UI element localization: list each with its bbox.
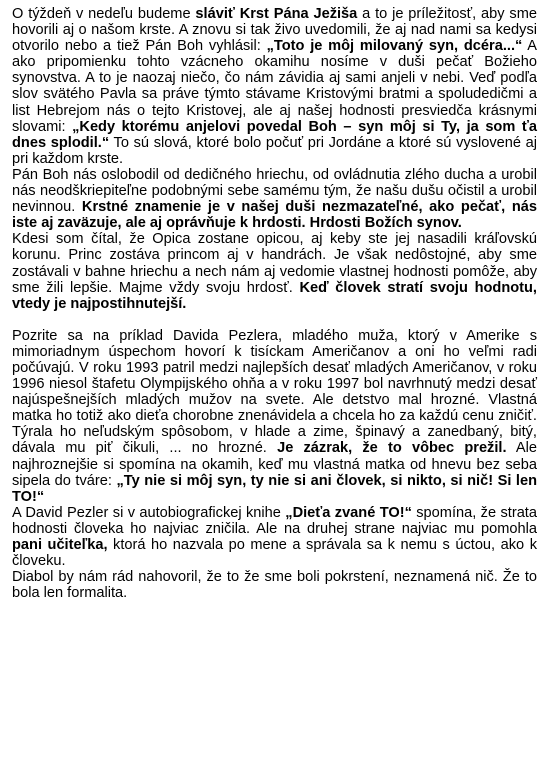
bold-text: Je zázrak, že to vôbec prežil. bbox=[277, 440, 507, 457]
bold-text: „Ty nie si môj syn, ty nie si ani človek, si nikto, si nič! Si len TO!“ bbox=[12, 472, 537, 505]
bold-text: sláviť Krst Pána Ježiša bbox=[195, 6, 358, 22]
paragraph-3 bbox=[12, 231, 537, 311]
bold-text: Keď človek stratí svoju hodnotu, vtedy je najpostihnutejší. bbox=[12, 279, 537, 312]
body-text: a to je príležitosť, aby sme hovorili aj o našom krste. A znovu si tak živo uvedomili, že aj nad nami sa kedysi otvorilo nebo a tiež Pán Boh vyhlásil: bbox=[12, 6, 537, 55]
bold-text: „Dieťa zvané TO!“ bbox=[285, 504, 412, 521]
body-text: Ale najhroznejšie si spomína na okamih, keď mu vlastná matka od hnevu bez seba sipela do tváre: bbox=[12, 440, 538, 489]
body-text: O týždeň v nedeľu budeme bbox=[12, 6, 196, 22]
paragraph-1 bbox=[12, 6, 537, 167]
body-text: spomína, že strata hodnosti človeka ho najviac zničila. Ale na druhej strane najviac mu pomohla bbox=[12, 504, 537, 537]
body-text: ktorá ho nazvala po mene a správala sa k nemu s úctou, ako k človeku. bbox=[12, 537, 537, 570]
bold-text: Krstné znamenie je v našej duši nezmazateľné, ako pečať, nás iste aj zaväzuje, ale aj oprávňuje k hrdosti. Hrdosti Božích synov. bbox=[12, 199, 537, 232]
body-text: A ako pripomienku tohto vzácneho okamihu nosíme v duši pečať Božieho synovstva. A to je naozaj niečo, čo nám závidia aj sami anjeli v nebi. Veď podľa slov svätého Pavla sa práve týmto stávame Kristovými bratmi a spoludedičmi a list Hebrejom nás o tejto Kristovej, ale aj našej hodnosti presviedča krásnymi slovami: bbox=[12, 38, 538, 135]
body-text: Pozrite sa na príklad Davida Pezlera, mladého muža, ktorý v Amerike s mimoriadnym úspechom hovorí k tisíckam Američanov a oni ho veľmi radi počúvajú. V roku 1993 patril medzi najlepších desať mladých Američanov, v roku 1996 niesol štafetu Olympijského ohňa a v roku 1997 bol navrhnutý medzi desať najúspešnejších mladých mužov na svete. Ale detstvo mal hrozné. Vlastná matka ho totiž ako dieťa chorobne znenávidela a chcela ho za každú cenu zničiť. Týrala ho neľudským spôsobom, v hlade a zime, špinavý a zanedbaný, bitý, dávala mu piť čikuli, ... no hrozné. bbox=[12, 327, 537, 457]
bold-text: pani učiteľka, bbox=[12, 537, 108, 553]
body-text: To sú slová, ktoré bolo počuť pri Jordáne a ktoré sú vyslovené aj pri každom krste. bbox=[12, 134, 537, 167]
bold-text: „Kedy ktorému anjelovi povedal Boh – syn môj si Ty, ja som ťa dnes splodil.“ bbox=[12, 118, 538, 151]
paragraph-6 bbox=[12, 569, 537, 601]
body-text: Kdesi som čítal, že Opica zostane opicou, aj keby ste jej nasadili kráľovskú korunu. Princ zostáva princom aj v handrách. Je však nedôstojné, aby sme zostávali v bahne hriechu a nech nám aj vedomie vlastnej hodnosti pomôže, aby sme žili lepšie. Majme vždy svoju hrdosť. bbox=[12, 231, 537, 296]
paragraph-5 bbox=[12, 505, 537, 569]
body-text: Diabol by nám rád nahovoril, že to že sme boli pokrstení, neznamená nič. Že to bola len formalita. bbox=[12, 569, 537, 602]
body-text: Pán Boh nás oslobodil od dedičného hriechu, od ovládnutia zlého ducha a urobil nás neodškriepiteľne podobnými sebe samému tým, že našu dušu očistil a urobil nevinnou. bbox=[12, 166, 537, 216]
body-text: A David Pezler si v autobiografickej knihe bbox=[12, 504, 286, 521]
paragraph-4 bbox=[12, 328, 537, 505]
paragraph-2 bbox=[12, 167, 537, 231]
bold-text: „Toto je môj milovaný syn, dcéra...“ bbox=[266, 38, 523, 55]
